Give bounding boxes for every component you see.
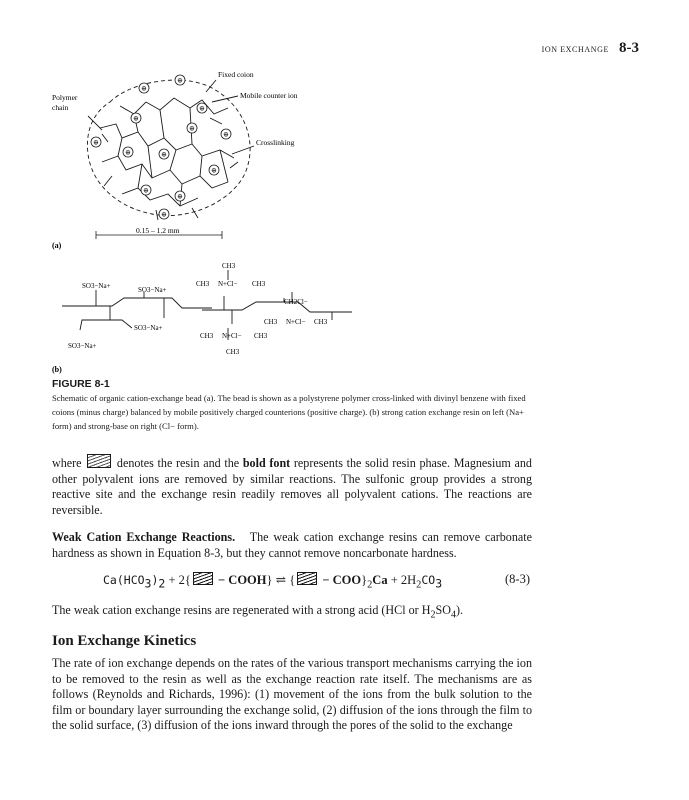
label-polymer: Polymer xyxy=(52,93,78,102)
ion-markers xyxy=(91,75,231,219)
paragraph-weak-cation xyxy=(52,530,532,561)
n-cl-low: N+Cl− xyxy=(222,332,242,340)
fixed-coion-icon xyxy=(175,75,185,85)
paragraph-regeneration: The weak cation exchange resins are regenerated with a strong acid (HCl or $H_2SO_4$). xyxy=(52,603,464,621)
dimension-label: 0.15 – 1.2 mm xyxy=(136,226,180,235)
label-fixed-coion: Fixed coion xyxy=(218,70,254,79)
fixed-coion-icon xyxy=(175,191,185,201)
resin-symbol-icon xyxy=(193,572,213,585)
para1-bold-font: bold font xyxy=(242,456,291,470)
ch3-mid-left: CH3 xyxy=(264,318,278,326)
fixed-coion-icon xyxy=(221,129,231,139)
running-head xyxy=(542,40,639,57)
svg-text:⊕: ⊕ xyxy=(177,76,183,85)
fixed-coion-icon xyxy=(187,123,197,133)
svg-text:⊕: ⊕ xyxy=(223,130,229,139)
sulfonate-label-3: SO3−Na+ xyxy=(134,324,163,332)
fixed-coion-icon xyxy=(91,137,101,147)
svg-text:⊕: ⊕ xyxy=(189,124,195,133)
fixed-coion-icon xyxy=(159,149,169,159)
label-chain: chain xyxy=(52,103,69,112)
resin-bead-diagram xyxy=(87,80,254,220)
para1-where: where xyxy=(52,456,82,470)
resin-symbol-icon xyxy=(87,454,111,468)
svg-text:⊕: ⊕ xyxy=(211,166,217,175)
svg-text:⊕: ⊕ xyxy=(161,150,167,159)
sulfonate-label-1: SO3−Na+ xyxy=(82,282,111,290)
svg-text:⊕: ⊕ xyxy=(93,138,99,147)
ch3-low-left: CH3 xyxy=(200,332,214,340)
running-head-title: ION EXCHANGE xyxy=(541,45,609,54)
fixed-coion-icon xyxy=(197,103,207,113)
equilibrium-arrow: ⇌ xyxy=(275,573,287,587)
ch3-top: CH3 xyxy=(222,262,236,270)
fixed-coion-icon xyxy=(123,147,133,157)
fixed-coion-icon xyxy=(209,165,219,175)
ch3-right: CH3 xyxy=(252,280,266,288)
svg-text:⊕: ⊕ xyxy=(143,186,149,195)
equation-8-3 xyxy=(52,572,532,591)
ch3-mid-right: CH3 xyxy=(314,318,328,326)
paragraph-resin-phase xyxy=(52,454,532,518)
weak-cation-heading: Weak Cation Exchange Reactions. xyxy=(52,530,236,544)
label-crosslinking: Crosslinking xyxy=(256,138,295,147)
ch3-bottom: CH3 xyxy=(226,348,240,356)
panel-a-label: (a) xyxy=(52,241,62,250)
equation-body: $Ca(HCO_3)_2 + 2${ − COOH} ⇌ { − $COO\}_2Ca + 2H_2CO_3$ xyxy=(103,573,443,591)
para1-after-box: denotes the resin and the xyxy=(116,456,240,470)
para1-rest: represents the solid resin phase. Magnesium and other polyvalent ions are removed by similar reactions. The sulfonic group provides a strong reactive site and the exchange resin readily removes all polyvalent cations. The reactions are reversible. xyxy=(52,456,532,517)
fixed-coion-icon xyxy=(139,83,149,93)
weak-cation-text: The weak cation exchange resins can remove carbonate hardness as shown in Equation 8-3, but they cannot remove noncarbonate hardness. xyxy=(52,530,532,560)
svg-text:⊕: ⊕ xyxy=(199,104,205,113)
fixed-coion-icon xyxy=(131,113,141,123)
n-cl-mid: N+Cl− xyxy=(286,318,306,326)
svg-text:⊕: ⊕ xyxy=(141,84,147,93)
panel-b-label: (b) xyxy=(52,365,62,374)
sulfonate-label-2: SO3−Na+ xyxy=(138,286,167,294)
ch2cl-label: CH2Cl− xyxy=(284,298,308,306)
figure-8-1 xyxy=(52,58,542,381)
caption-text: Schematic of organic cation-exchange bead (a). The bead is shown as a polystyrene polymer cross-linked with divinyl benzene with fixed coions (minus charge) balanced by mobile positively charged counterions (positive charge). (b) strong cation exchange resin on left (Na+ form) and strong-base on right (Cl− form). xyxy=(52,393,526,431)
page-number: 8-3 xyxy=(619,40,639,56)
svg-text:⊕: ⊕ xyxy=(125,148,131,157)
svg-text:⊕: ⊕ xyxy=(133,114,139,123)
ch3-left: CH3 xyxy=(196,280,210,288)
fixed-coion-icon xyxy=(141,185,151,195)
n-cl-top: N+Cl− xyxy=(218,280,238,288)
fixed-coion-icon xyxy=(159,209,169,219)
equation-number: (8-3) xyxy=(505,572,530,586)
svg-text:⊕: ⊕ xyxy=(161,210,167,219)
section-heading: Ion Exchange Kinetics xyxy=(52,633,197,649)
ch3-low-right: CH3 xyxy=(254,332,268,340)
caption-title: FIGURE 8-1 xyxy=(52,378,110,390)
figure-caption xyxy=(52,378,534,433)
svg-text:⊕: ⊕ xyxy=(177,192,183,201)
paragraph-kinetics: The rate of ion exchange depends on the rates of the various transport mechanisms carrying the ion to be removed to the resin as well as the exchange reaction rate itself. The mechanisms are as follows (Reynolds and Richards, 1996): (1) movement of the ions from the bulk solution to the film or boundary layer surrounding the exchange solid, (2) diffusion of the ions through the film to the solid surface, (3) diffusion of the ions inward through the pores of the solid to the exchange xyxy=(52,656,532,733)
resin-symbol-icon xyxy=(297,572,317,585)
label-mobile-counter-ion: Mobile counter ion xyxy=(240,91,298,100)
sulfonate-label-4: SO3−Na+ xyxy=(68,342,97,350)
